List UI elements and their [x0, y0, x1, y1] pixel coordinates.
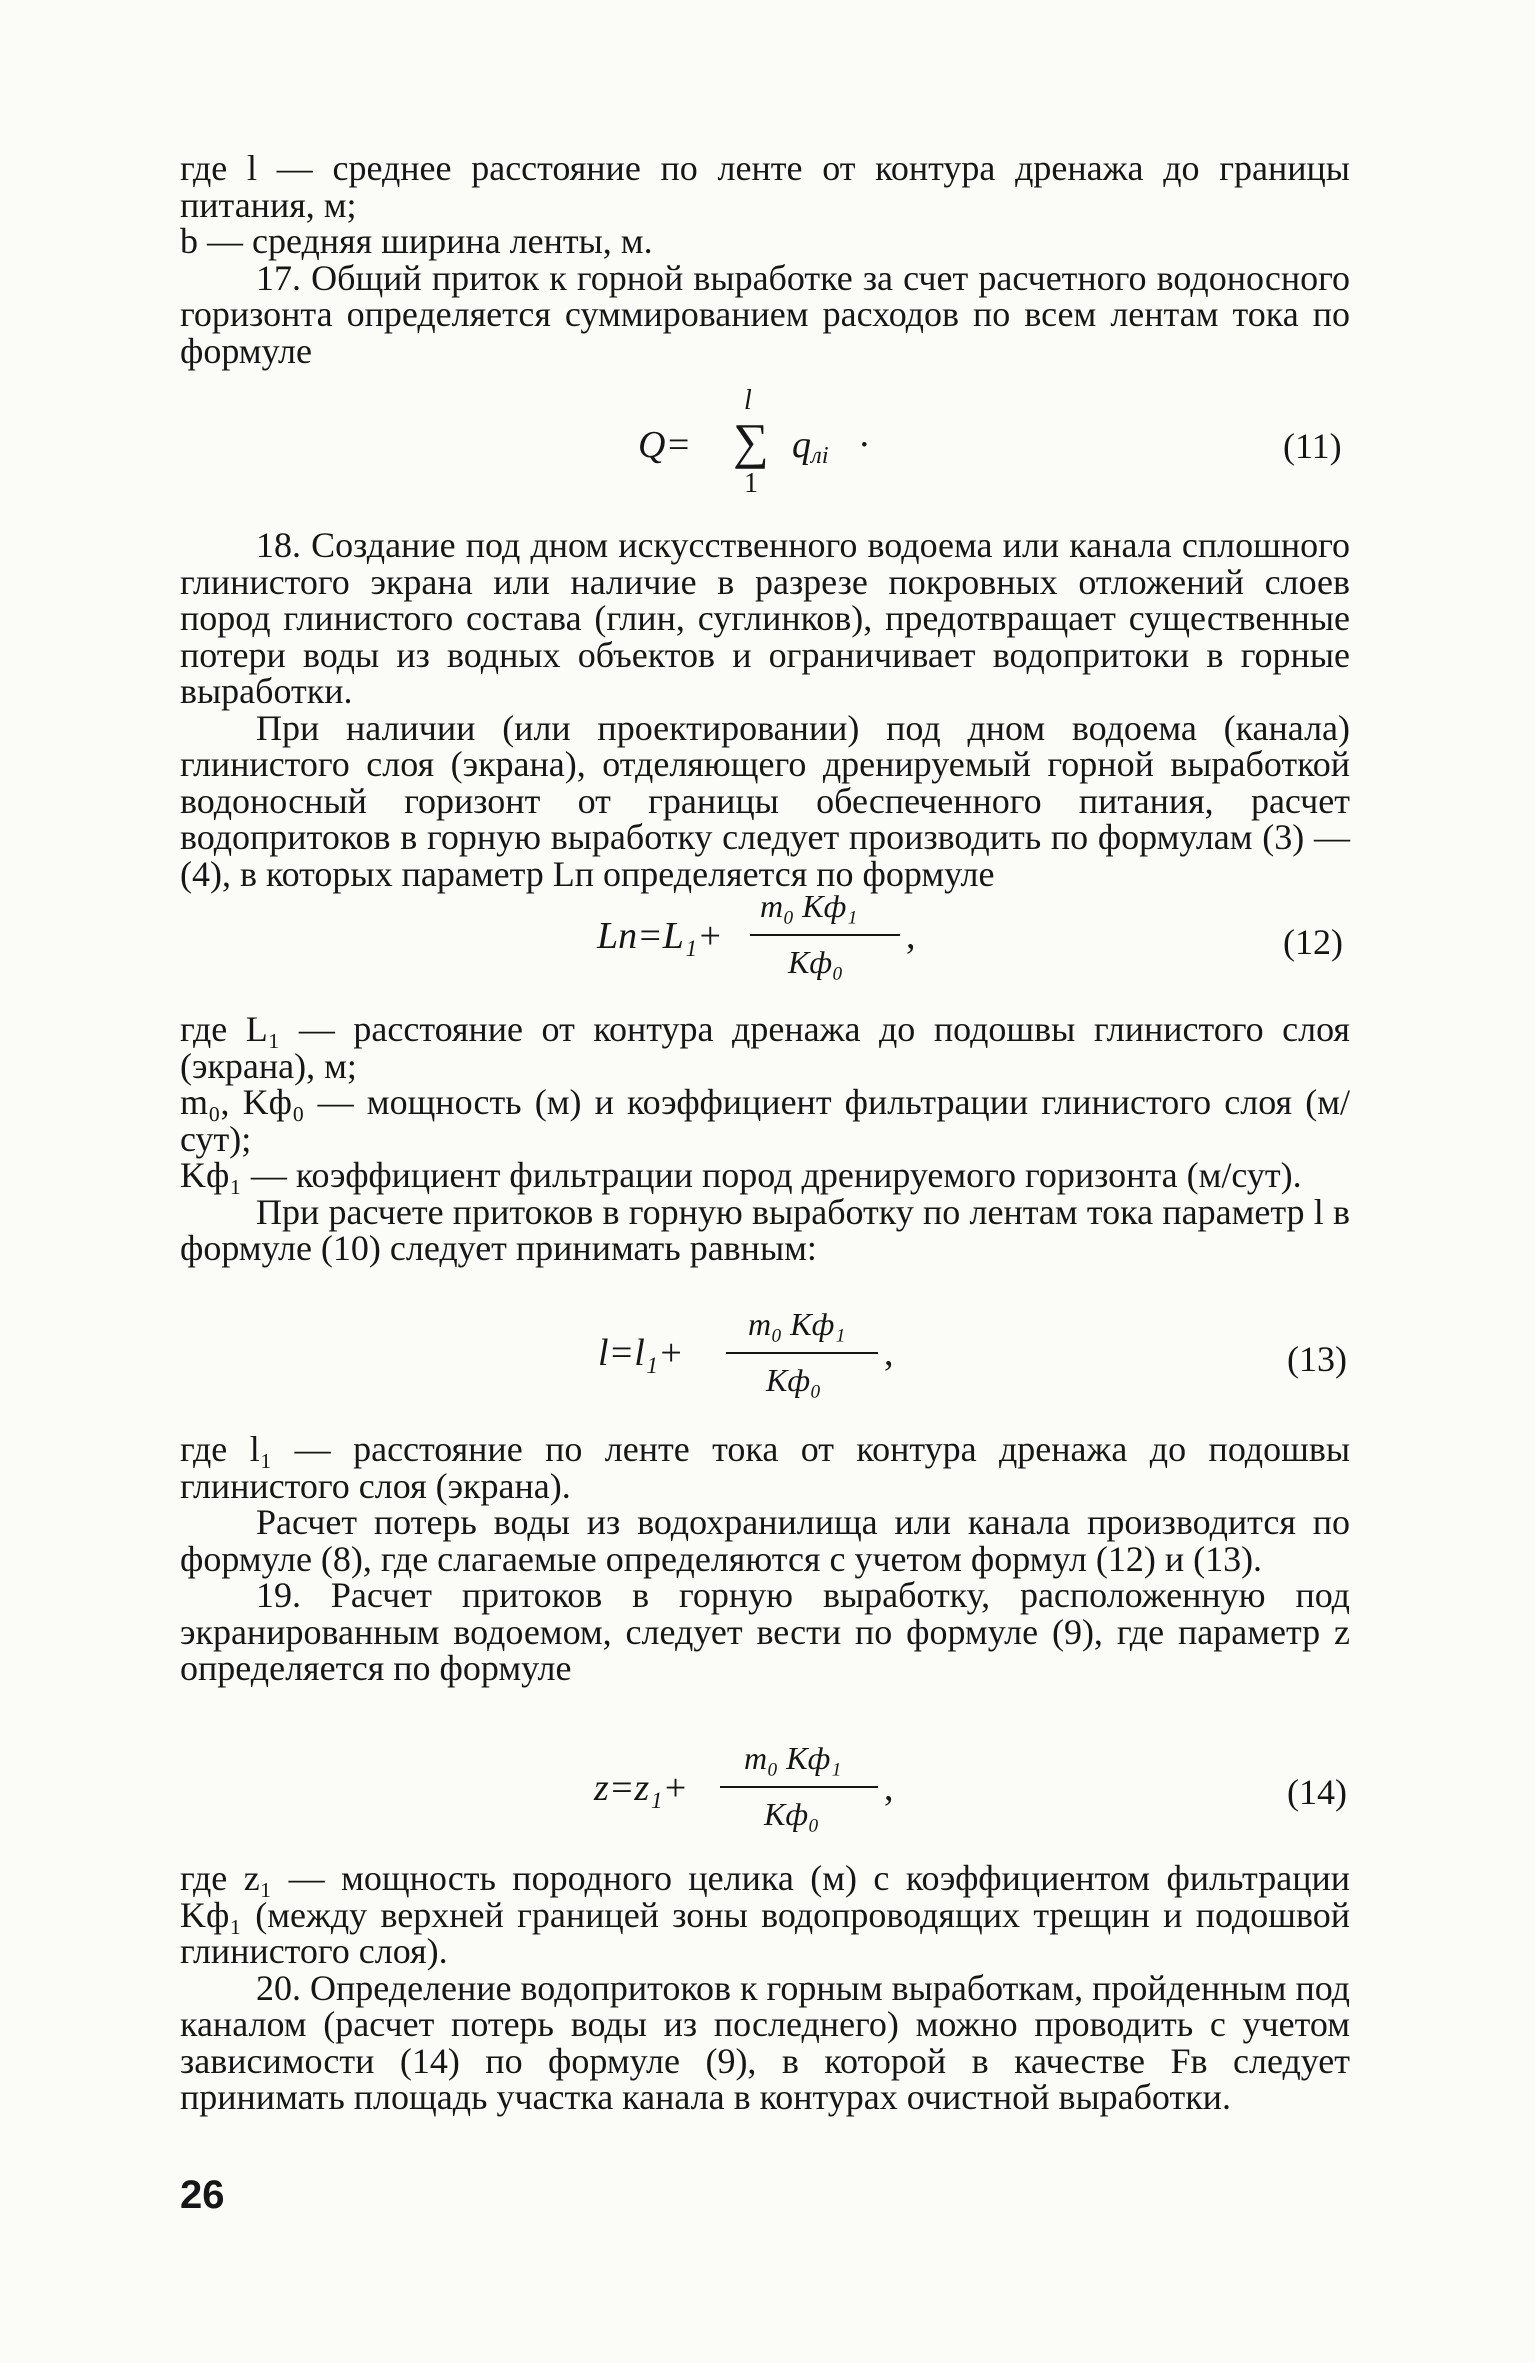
- paragraph-18: 18. Создание под дном искусственного водоема или канала сплошного глинистого экрана или наличие в разрезе покровных отложений слоев пород глинистого состава (глин, суглинков), предотвращает существенные потери воды из водных объектов и ограничивает водопритоки в горные выработки.: [180, 525, 1350, 711]
- definition-z1: где z₁ — мощность породного целика (м) с коэффициентом фильтрации Kф₁ (между верхней границей зоны водопроводящих трещин и подошвой глинистого слоя).: [180, 1858, 1350, 1971]
- paragraph-19: 19. Расчет притоков в горную выработку, расположенную под экранированным водоемом, следует вести по формуле (9), где параметр z определяется по формуле: [180, 1575, 1350, 1688]
- paragraph-pri-raschete: При расчете притоков в горную выработку по лентам тока параметр l в формуле (10) следует принимать равным:: [180, 1191, 1350, 1268]
- eq14-fraction-bar: [720, 1786, 878, 1788]
- eq11-left: Q=: [638, 424, 692, 466]
- eq12-denominator: Kф₀: [788, 944, 844, 980]
- eq11-lower-limit: 1: [744, 468, 758, 499]
- definition-Kf1: Kф₁ — коэффициент фильтрации пород дренируемого горизонта (м/сут).: [180, 1155, 1302, 1195]
- eq12-left: Lп=L₁+: [597, 915, 723, 957]
- eq13-left: l=l₁+: [598, 1332, 684, 1374]
- eq11-upper-limit: l: [744, 385, 752, 416]
- paragraph-17: 17. Общий приток к горной выработке за счет расчетного водоносного горизонта определяется суммированием расходов по всем лентам тока по формуле: [180, 257, 1350, 371]
- definition-L1: где L₁ — расстояние от контура дренажа до подошвы глинистого слоя (экрана), м;: [180, 1009, 1350, 1086]
- eq14-left: z=z₁+: [594, 1767, 689, 1809]
- eq14-comma: ,: [884, 1767, 894, 1809]
- eq13-numerator: m₀ Kф₁: [748, 1306, 846, 1342]
- text-block-18: [180, 527, 1350, 892]
- paragraph-raschet-poter: Расчет потерь воды из водохранилища или канала производится по формуле (8), где слагаемые определяются с учетом формул (12) и (13).: [180, 1502, 1350, 1579]
- definition-b: b — средняя ширина ленты, м.: [180, 221, 653, 261]
- eq12-number: (12): [1283, 922, 1343, 962]
- definition-m0: m₀, Kф₀ — мощность (м) и коэффициент фильтрации глинистого слоя (м/сут);: [180, 1082, 1350, 1159]
- eq12-fraction-bar: [750, 934, 900, 936]
- eq12-numerator: m₀ Kф₁: [760, 888, 858, 924]
- text-block-intro: [180, 150, 1350, 369]
- eq14-denominator: Kф₀: [764, 1796, 820, 1832]
- eq13-denominator: Kф₀: [766, 1362, 822, 1398]
- eq13-fraction-bar: [726, 1352, 878, 1354]
- eq11-term: $q_{лi}$: [792, 424, 829, 470]
- page-number: 26: [180, 2173, 225, 2217]
- definition-l: где l — среднее расстояние по ленте от контура дренажа до границы питания, м;: [180, 148, 1350, 225]
- text-block-20: [180, 1860, 1350, 2116]
- eq11-number: (11): [1283, 426, 1342, 466]
- eq13-comma: ,: [884, 1332, 894, 1374]
- eq14-numerator: m₀ Kф₁: [744, 1740, 842, 1776]
- text-block-19: [180, 1431, 1350, 1687]
- paragraph-pri-nalichii: При наличии (или проектировании) под дном водоема (канала) глинистого слоя (экрана), отделяющего дренируемый горной выработкой водоносный горизонт от границы обеспеченного питания, расчет водопритоков в горную выработку следует производить по формулам (3) — (4), в которых параметр Lп определяется по формуле: [180, 707, 1350, 894]
- eq12-comma: ,: [906, 915, 916, 957]
- eq11-dot: ·: [858, 424, 871, 466]
- text-block-definitions-12: [180, 1011, 1350, 1267]
- eq14-number: (14): [1287, 1772, 1347, 1812]
- definition-l1: где l₁ — расстояние по ленте тока от контура дренажа до подошвы глинистого слоя (экрана).: [180, 1429, 1350, 1506]
- eq13-number: (13): [1287, 1339, 1347, 1379]
- paragraph-20: 20. Определение водопритоков к горным выработкам, пройденным под каналом (расчет потерь воды из последнего) можно проводить с учетом зависимости (14) по формуле (9), в которой в качестве Fв следует принимать площадь участка канала в контурах очистной выработки.: [180, 1967, 1350, 2117]
- sum-symbol: ∑: [733, 413, 769, 469]
